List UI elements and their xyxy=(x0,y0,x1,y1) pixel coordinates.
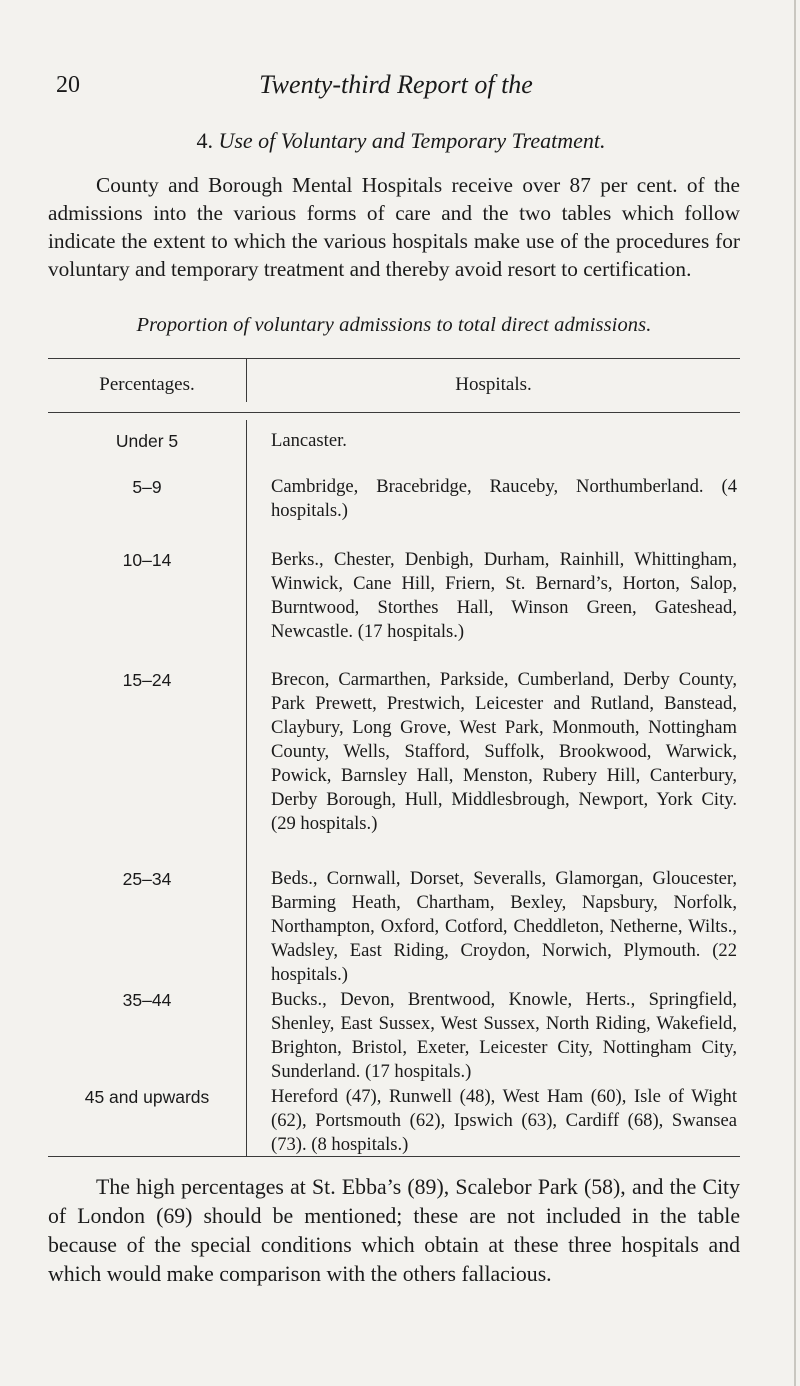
row-hospitals: Cambridge, Bracebridge, Rauceby, Northumberland. (4 hospitals.) xyxy=(271,476,737,521)
row-percentage: 25–34 xyxy=(122,869,172,889)
row-percentage: 15–24 xyxy=(122,670,172,690)
row-hospitals: Hereford (47), Runwell (48), West Ham (60), Isle of Wight (62), Portsmouth (62), Ipswich (63), Cardiff (68), Swansea (73). (8 hospitals.) xyxy=(271,1086,737,1155)
row-hospitals: Berks., Chester, Denbigh, Durham, Rainhill, Whittingham, Winwick, Cane Hill, Friern, St. Bernard’s, Horton, Salop, Burntwood, Storthes Hall, Winson Green, Gateshead, Newcastle. (17 hospitals.) xyxy=(271,549,737,642)
row-percentage: 10–14 xyxy=(122,550,172,570)
section-number: 4. xyxy=(196,128,213,153)
header-hospitals: Hospitals. xyxy=(455,374,532,395)
header-percentages: Percentages. xyxy=(99,374,195,395)
row-percentage: 5–9 xyxy=(132,477,162,497)
row-percentage: 45 and upwards xyxy=(84,1087,210,1107)
section-heading xyxy=(56,128,746,154)
body-column-divider xyxy=(246,420,247,1156)
row-hospitals: Brecon, Carmarthen, Parkside, Cumberland, Derby County, Park Prewett, Prestwich, Leicester and Rutland, Banstead, Claybury, Long Grove, West Park, Monmouth, Nottingham County, Wells, Stafford, Suffolk, Brookwood, Warwick, Powick, Barnsley Hall, Menston, Rubery Hill, Canterbury, Derby Borough, Hull, Middlesbrough, Newport, York City. (29 hospitals.) xyxy=(271,669,737,834)
page-edge-line xyxy=(794,0,796,1386)
hospitals-table xyxy=(48,358,740,1158)
section-title: Use of Voluntary and Temporary Treatment. xyxy=(218,128,606,153)
table-caption: Proportion of voluntary admissions to total direct admissions. xyxy=(136,314,652,336)
row-percentage: Under 5 xyxy=(115,431,179,451)
running-head xyxy=(56,72,736,102)
page-number: 20 xyxy=(56,72,80,98)
running-title: Twenty-third Report of the xyxy=(259,70,533,99)
row-hospitals: Bucks., Devon, Brentwood, Knowle, Herts., Springfield, Shenley, East Sussex, West Sussex, North Riding, Wakefield, Brighton, Bristol, Exeter, Leicester City, Nottingham City, Sunderland. (17 hospitals.) xyxy=(271,989,737,1082)
table-header-rule xyxy=(48,412,740,413)
intro-paragraph: County and Borough Mental Hospitals receive over 87 per cent. of the admissions into the various forms of care and the two tables which follow indicate the extent to which the various hospitals make use of the procedures for voluntary and temporary treatment and thereby avoid resort to certification. xyxy=(48,173,740,281)
row-percentage: 35–44 xyxy=(122,990,172,1010)
row-hospitals: Lancaster. xyxy=(271,430,347,451)
closing-paragraph: The high percentages at St. Ebba’s (89), Scalebor Park (58), and the City of London (69) should be mentioned; these are not included in the table because of the special conditions which obtain at these three hospitals and which would make comparison with the others fallacious. xyxy=(48,1175,740,1286)
row-hospitals: Beds., Cornwall, Dorset, Severalls, Glamorgan, Gloucester, Barming Heath, Chartham, Bexley, Napsbury, Norfolk, Northampton, Oxford, Cotford, Cheddleton, Netherne, Wilts., Wadsley, East Riding, Croydon, Norwich, Plymouth. (22 hospitals.) xyxy=(271,868,737,985)
